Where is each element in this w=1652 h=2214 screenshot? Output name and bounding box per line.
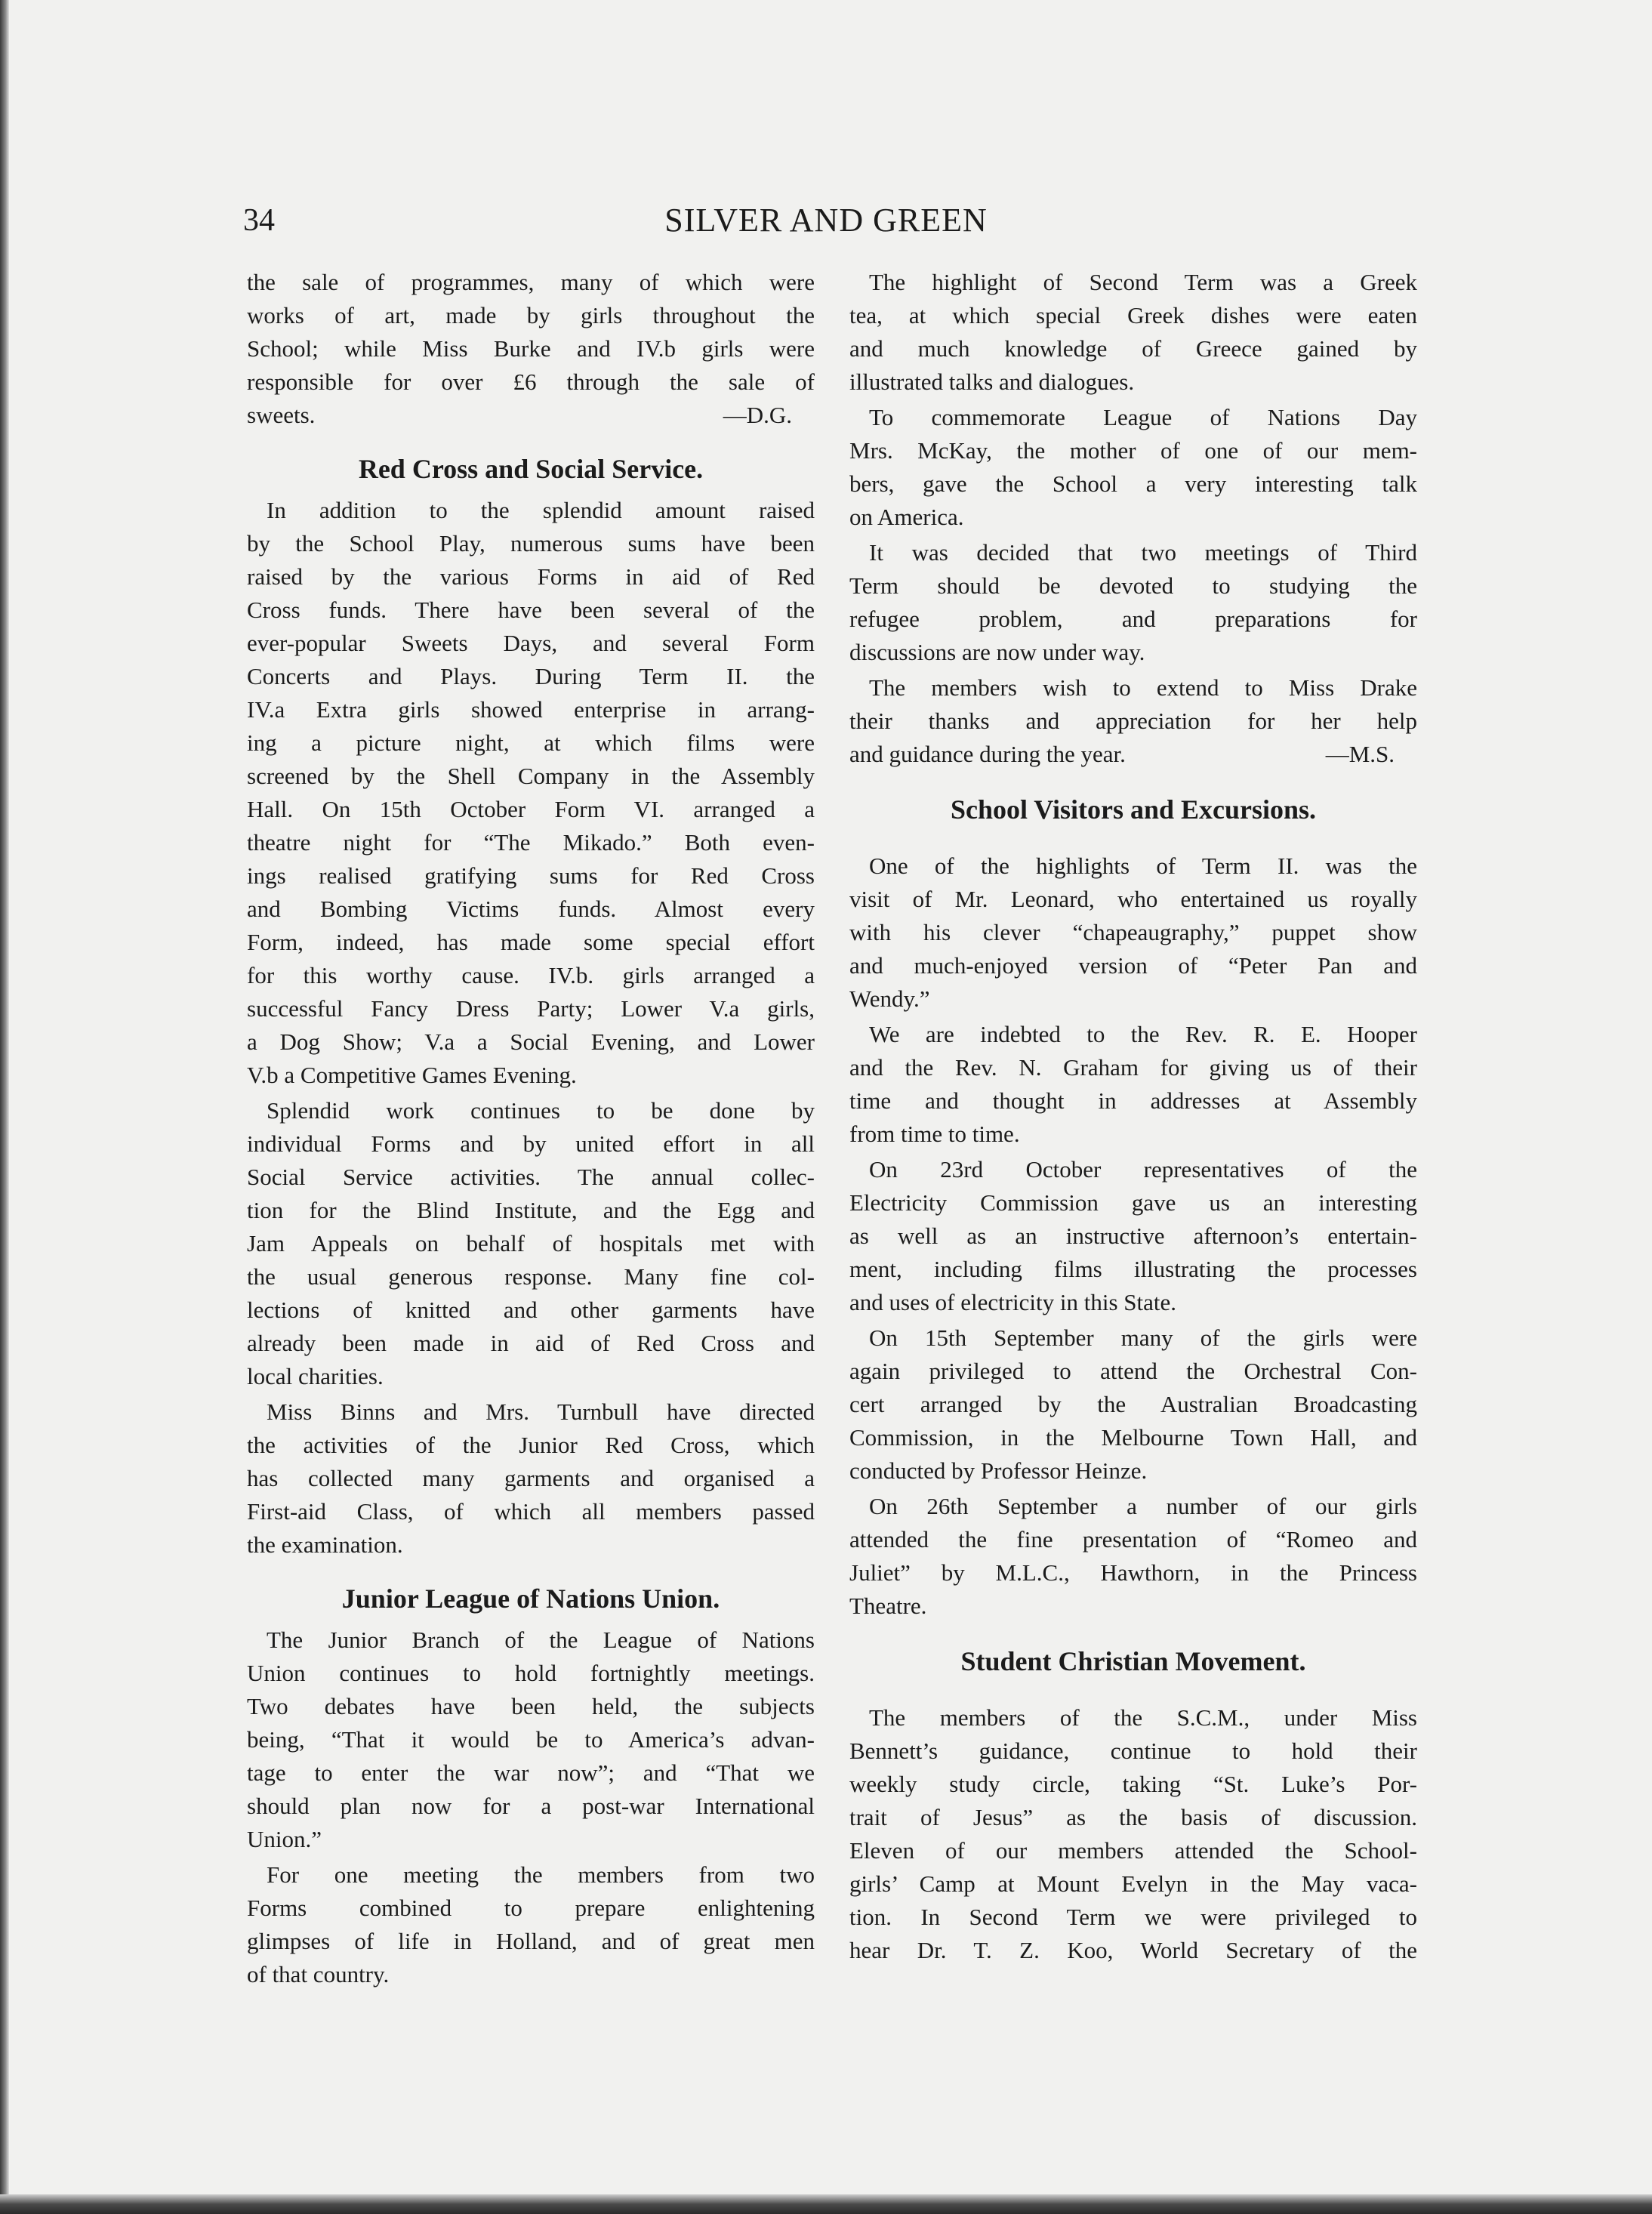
text-line: ever-popular Sweets Days, and several Form bbox=[247, 630, 815, 656]
text-line: the usual generous response. Many fine col- bbox=[247, 1263, 815, 1290]
text-line: Form, indeed, has made some special effort bbox=[247, 929, 815, 955]
text-line bbox=[849, 738, 1417, 771]
paragraph bbox=[849, 1018, 1417, 1151]
text-line: their thanks and appreciation for her help bbox=[849, 708, 1417, 734]
text-line: cert arranged by the Australian Broadcasting bbox=[849, 1391, 1417, 1417]
text-line: Union.” bbox=[247, 1826, 322, 1852]
text-line: To commemorate League of Nations Day bbox=[869, 404, 1417, 430]
paragraph bbox=[849, 401, 1417, 534]
page-binding-edge bbox=[0, 0, 9, 2214]
text-line: as well as an instructive afternoon’s entertain- bbox=[849, 1223, 1417, 1249]
text-line: Hall. On 15th October Form VI. arranged a bbox=[247, 796, 815, 822]
text-line: Wendy.” bbox=[849, 985, 930, 1012]
text-line: and Bombing Victims funds. Almost every bbox=[247, 896, 815, 922]
text-line: Eleven of our members attended the School- bbox=[849, 1837, 1417, 1864]
text-line: lections of knitted and other garments have bbox=[247, 1297, 815, 1323]
text-line: with his clever “chapeaugraphy,” puppet show bbox=[849, 919, 1417, 945]
paragraph bbox=[849, 536, 1417, 669]
text-line: Cross funds. There have been several of the bbox=[247, 597, 815, 623]
right-column bbox=[849, 266, 1417, 1969]
text-line: IV.a Extra girls showed enterprise in arrang- bbox=[247, 696, 815, 723]
text-line: glimpses of life in Holland, and of great men bbox=[247, 1928, 815, 1954]
section-heading: Red Cross and Social Service. bbox=[358, 454, 704, 484]
text-line: The members of the S.C.M., under Miss bbox=[869, 1704, 1417, 1731]
paragraph bbox=[849, 1153, 1417, 1319]
text-line: visit of Mr. Leonard, who entertained us royally bbox=[849, 886, 1417, 912]
text-line: a Dog Show; V.a a Social Evening, and Lower bbox=[247, 1028, 815, 1055]
page-number: 34 bbox=[243, 203, 275, 238]
text-line: girls’ Camp at Mount Evelyn in the May vaca- bbox=[849, 1870, 1417, 1897]
text-line: has collected many garments and organised a bbox=[247, 1465, 815, 1491]
text-line: ing a picture night, at which films were bbox=[247, 729, 815, 756]
text-line: Social Service activities. The annual collec- bbox=[247, 1164, 815, 1190]
text-line: and much knowledge of Greece gained by bbox=[849, 335, 1417, 362]
text-line: In addition to the splendid amount raised bbox=[267, 497, 815, 523]
paragraph bbox=[849, 850, 1417, 1016]
text-line: On 15th September many of the girls were bbox=[869, 1324, 1417, 1351]
left-column bbox=[247, 266, 815, 1994]
text-line: being, “That it would be to America’s advan- bbox=[247, 1726, 815, 1753]
text-line: Commission, in the Melbourne Town Hall, and bbox=[849, 1424, 1417, 1451]
text-line: School; while Miss Burke and IV.b girls were bbox=[247, 335, 815, 362]
text-line: Two debates have been held, the subjects bbox=[247, 1693, 815, 1719]
text-line: the activities of the Junior Red Cross, which bbox=[247, 1432, 815, 1458]
section-heading: Junior League of Nations Union. bbox=[341, 1583, 720, 1614]
text-line: hear Dr. T. Z. Koo, World Secretary of the bbox=[849, 1937, 1417, 1963]
text-line: attended the fine presentation of “Romeo and bbox=[849, 1526, 1417, 1553]
paragraph bbox=[849, 1701, 1417, 1967]
section-heading: Student Christian Movement. bbox=[960, 1646, 1306, 1676]
text-line: tea, at which special Greek dishes were eaten bbox=[849, 302, 1417, 328]
text-line: already been made in aid of Red Cross and bbox=[247, 1330, 815, 1356]
text-line: and uses of electricity in this State. bbox=[849, 1289, 1177, 1315]
author-signature: —M.S. bbox=[1325, 741, 1395, 767]
text-line bbox=[247, 399, 815, 432]
text-line: On 26th September a number of our girls bbox=[869, 1493, 1417, 1519]
text-line: local charities. bbox=[247, 1363, 384, 1389]
text-line: refugee problem, and preparations for bbox=[849, 606, 1417, 632]
text-line: by the School Play, numerous sums have been bbox=[247, 530, 815, 557]
text-line: The Junior Branch of the League of Nations bbox=[267, 1627, 815, 1653]
text-line: Splendid work continues to be done by bbox=[267, 1097, 815, 1124]
paragraph bbox=[247, 266, 815, 432]
text-line: First-aid Class, of which all members passed bbox=[247, 1498, 815, 1525]
text-line: for this worthy cause. IV.b. girls arranged a bbox=[247, 962, 815, 988]
text-line: Bennett’s guidance, continue to hold their bbox=[849, 1738, 1417, 1764]
text-line: individual Forms and by united effort in all bbox=[247, 1130, 815, 1157]
paragraph bbox=[247, 1623, 815, 1856]
text-line: trait of Jesus” as the basis of discussion. bbox=[849, 1804, 1417, 1830]
text-line: successful Fancy Dress Party; Lower V.a girls, bbox=[247, 995, 815, 1022]
line-text: and guidance during the year. bbox=[849, 741, 1126, 767]
author-signature: —D.G. bbox=[723, 402, 792, 428]
paragraph bbox=[849, 671, 1417, 771]
text-line: the sale of programmes, many of which were bbox=[247, 269, 815, 295]
paragraph bbox=[849, 1490, 1417, 1623]
text-line: Mrs. McKay, the mother of one of our mem- bbox=[849, 437, 1417, 464]
paragraph bbox=[849, 266, 1417, 399]
text-line: It was decided that two meetings of Third bbox=[869, 539, 1417, 566]
text-line: raised by the various Forms in aid of Red bbox=[247, 563, 815, 590]
text-line: ment, including films illustrating the processes bbox=[849, 1256, 1417, 1282]
section-heading: School Visitors and Excursions. bbox=[950, 794, 1317, 825]
text-line: ings realised gratifying sums for Red Cross bbox=[247, 862, 815, 889]
text-line: Miss Binns and Mrs. Turnbull have directed bbox=[267, 1398, 815, 1425]
text-line: again privileged to attend the Orchestral Con- bbox=[849, 1358, 1417, 1384]
text-line: bers, gave the School a very interesting talk bbox=[849, 470, 1417, 497]
text-line: of that country. bbox=[247, 1961, 390, 1987]
text-line: time and thought in addresses at Assembly bbox=[849, 1087, 1417, 1114]
text-line: tage to enter the war now”; and “That we bbox=[247, 1759, 815, 1786]
text-line: should plan now for a post-war International bbox=[247, 1793, 815, 1819]
text-line: works of art, made by girls throughout the bbox=[247, 302, 815, 328]
text-line: weekly study circle, taking “St. Luke’s Por- bbox=[849, 1771, 1417, 1797]
text-line: Theatre. bbox=[849, 1593, 927, 1619]
text-line: the examination. bbox=[247, 1531, 403, 1558]
text-line: Juliet” by M.L.C., Hawthorn, in the Princess bbox=[849, 1559, 1417, 1586]
text-line: One of the highlights of Term II. was the bbox=[869, 853, 1417, 879]
text-line: responsible for over £6 through the sale of bbox=[247, 368, 815, 395]
text-line: We are indebted to the Rev. R. E. Hooper bbox=[869, 1021, 1417, 1047]
paragraph bbox=[247, 1858, 815, 1991]
text-line: and much-enjoyed version of “Peter Pan and bbox=[849, 952, 1417, 979]
text-line: Term should be devoted to studying the bbox=[849, 572, 1417, 599]
text-line: screened by the Shell Company in the Assembly bbox=[247, 763, 815, 789]
text-line: theatre night for “The Mikado.” Both even- bbox=[247, 829, 815, 856]
text-line: and the Rev. N. Graham for giving us of their bbox=[849, 1054, 1417, 1081]
text-line: V.b a Competitive Games Evening. bbox=[247, 1062, 577, 1088]
text-line: Jam Appeals on behalf of hospitals met with bbox=[247, 1230, 815, 1257]
text-line: illustrated talks and dialogues. bbox=[849, 368, 1135, 395]
text-line: tion for the Blind Institute, and the Egg and bbox=[247, 1197, 815, 1223]
line-text: sweets. bbox=[247, 402, 316, 428]
running-header-title: SILVER AND GREEN bbox=[664, 202, 988, 239]
paragraph bbox=[247, 1094, 815, 1393]
text-line: discussions are now under way. bbox=[849, 639, 1145, 665]
text-line: Electricity Commission gave us an interesting bbox=[849, 1189, 1417, 1216]
text-line: on America. bbox=[849, 504, 964, 530]
paragraph bbox=[247, 1395, 815, 1562]
text-line: Concerts and Plays. During Term II. the bbox=[247, 663, 815, 689]
text-line: The members wish to extend to Miss Drake bbox=[869, 674, 1417, 701]
text-line: For one meeting the members from two bbox=[267, 1861, 815, 1888]
page-bottom-edge bbox=[0, 2194, 1652, 2214]
paragraph bbox=[247, 494, 815, 1092]
text-line: Forms combined to prepare enlightening bbox=[247, 1895, 815, 1921]
paragraph bbox=[849, 1321, 1417, 1488]
text-line: Union continues to hold fortnightly meetings. bbox=[247, 1660, 815, 1686]
text-line: The highlight of Second Term was a Greek bbox=[869, 269, 1417, 295]
text-line: conducted by Professor Heinze. bbox=[849, 1457, 1148, 1484]
text-line: from time to time. bbox=[849, 1121, 1020, 1147]
text-line: On 23rd October representatives of the bbox=[869, 1156, 1417, 1183]
text-line: tion. In Second Term we were privileged to bbox=[849, 1904, 1417, 1930]
